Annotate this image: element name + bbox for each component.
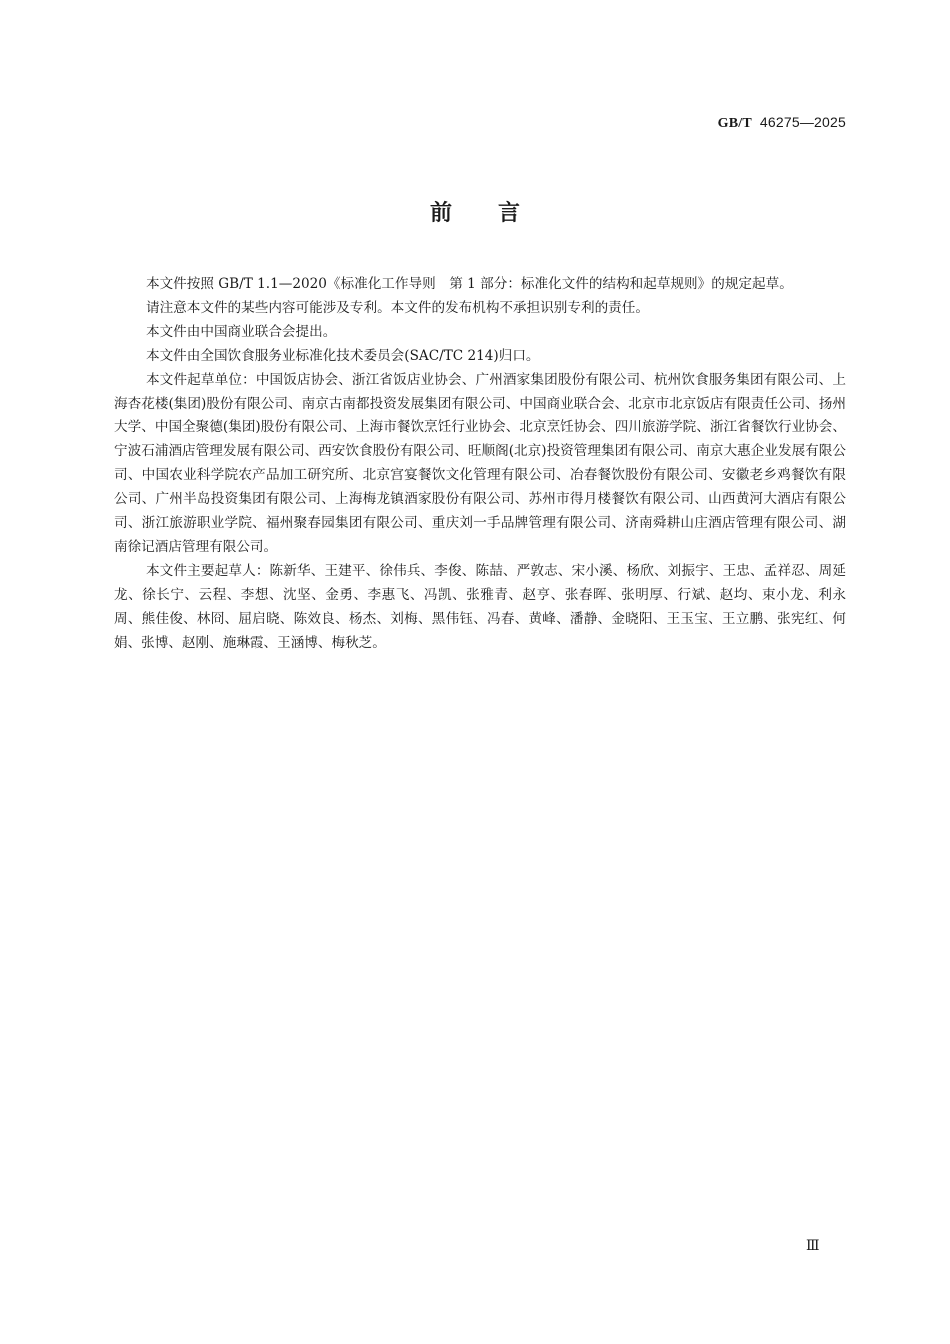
paragraph-patent-notice: 请注意本文件的某些内容可能涉及专利。本文件的发布机构不承担识别专利的责任。 xyxy=(146,299,649,316)
page-title: 前言 xyxy=(429,201,566,226)
paragraph-drafting-organizations: 本文件起草单位：中国饭店协会、浙江省饭店业协会、广州酒家集团股份有限公司、杭州饮食服务集团有限公司、上海杏花楼(集团)股份有限公司、南京古南都投资发展集团有限公司、中国商业联合会、北京市北京饭店有限责任公司、扬州大学、中国全聚德(集团)股份有限公司、上海市餐饮烹饪行业协会、北京烹饪协会、四川旅游学院、浙江省餐饮行业协会、宁波石浦酒店管理发展有限公司、西安饮食股份有限公司、旺顺阁(北京)投资管理集团有限公司、南京大惠企业发展有限公司、中国农业科学院农产品加工研究所、北京宫宴餐饮文化管理有限公司、冶春餐饮股份有限公司、安徽老乡鸡餐饮有限公司、广州半岛投资集团有限公司、上海梅龙镇酒家股份有限公司、苏州市得月楼餐饮有限公司、山西黄河大酒店有限公司、浙江旅游职业学院、福州聚春园集团有限公司、重庆刘一手品牌管理有限公司、济南舜耕山庄酒店管理有限公司、湖南徐记酒店管理有限公司。 xyxy=(114,371,846,555)
page-number: Ⅲ xyxy=(806,1239,820,1254)
paragraph-technical-committee: 本文件由全国饮食服务业标准化技术委员会(SAC/TC 214)归口。 xyxy=(146,347,540,364)
standard-number xyxy=(718,114,846,132)
foreword-body xyxy=(114,273,846,656)
standard-code: 46275—2025 xyxy=(759,114,846,130)
paragraph-drafting-rules: 本文件按照 GB/T 1.1—2020《标准化工作导则 第 1 部分：标准化文件的结构和起草规则》的规定起草。 xyxy=(146,276,793,292)
standard-prefix: GB/T xyxy=(717,116,752,131)
paragraph-proposer: 本文件由中国商业联合会提出。 xyxy=(146,323,337,340)
paragraph-main-drafters: 本文件主要起草人：陈新华、王建平、徐伟兵、李俊、陈喆、严敦志、宋小溪、杨欣、刘振宇、王忠、孟祥忍、周延龙、徐长宁、云程、李想、沈坚、金勇、李惠飞、冯凯、张雅青、赵亨、张春晖、张明厚、行斌、赵均、束小龙、利永周、熊佳俊、林冏、屈启晓、陈效良、杨杰、刘梅、黑伟钰、冯春、黄峰、潘静、金晓阳、王玉宝、王立鹏、张宪红、何娟、张博、赵刚、施琳霞、王涵博、梅秋芝。 xyxy=(114,562,846,651)
